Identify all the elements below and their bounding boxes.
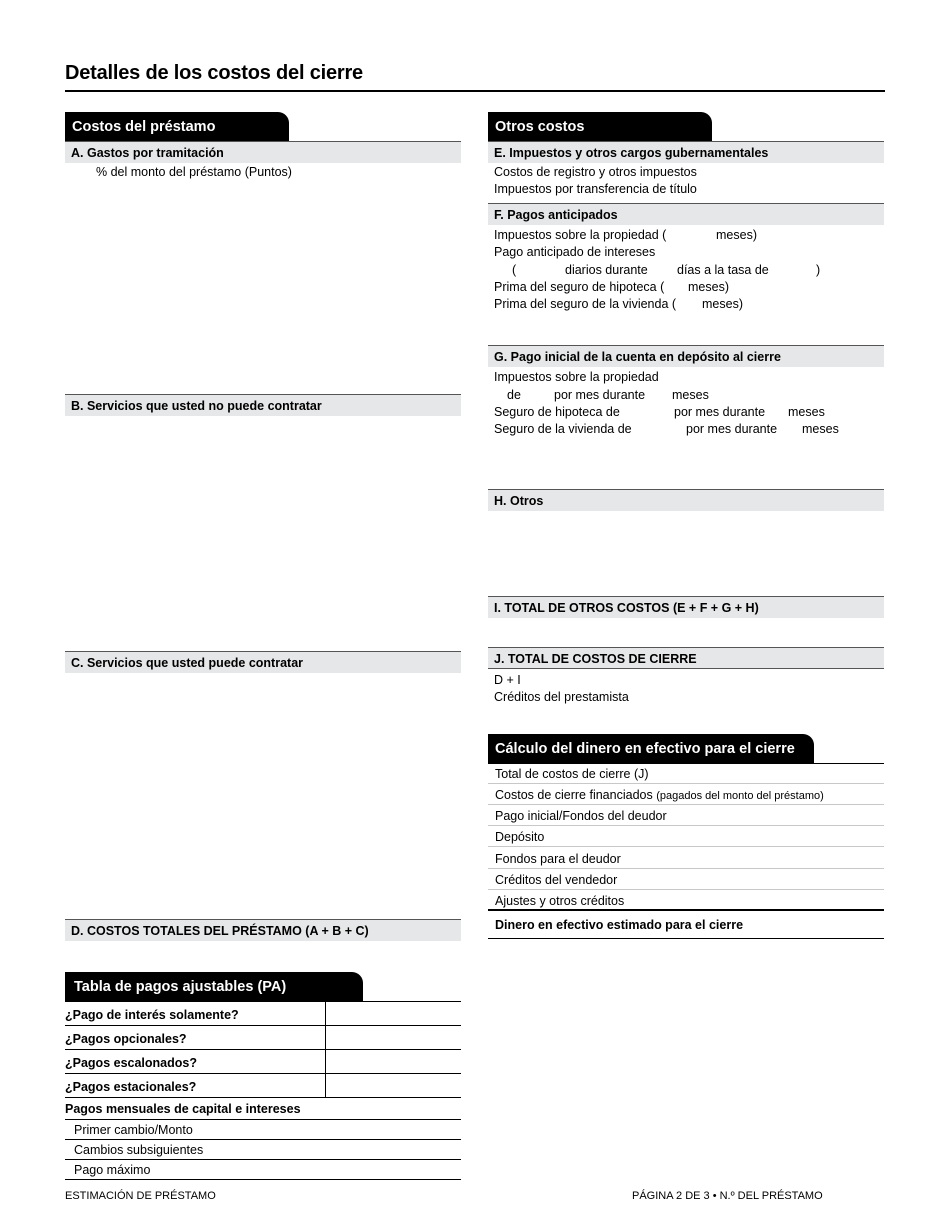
section-a-header: A. Gastos por tramitación bbox=[65, 141, 461, 163]
ap-divider bbox=[325, 1074, 326, 1097]
ap-divider bbox=[325, 1026, 326, 1049]
ap-monthly-header: Pagos mensuales de capital e intereses bbox=[65, 1098, 461, 1120]
g-home-per-month: por mes durante bbox=[686, 422, 778, 436]
section-a-points: % del monto del préstamo (Puntos) bbox=[96, 165, 292, 179]
ap-table-header: Tabla de pagos ajustables (PA) bbox=[65, 972, 363, 1001]
g-pt-months: meses bbox=[672, 388, 709, 402]
ap-row-step-payments bbox=[65, 1050, 461, 1074]
f-interest-daily: diarios durante bbox=[565, 263, 648, 277]
cash-row-down-payment: Pago inicial/Fondos del deudor bbox=[488, 805, 884, 826]
section-e-recording: Costos de registro y otros impuestos bbox=[494, 165, 697, 179]
section-f-header: F. Pagos anticipados bbox=[488, 203, 884, 225]
financed-costs-label: Costos de cierre financiados bbox=[495, 788, 653, 802]
loan-costs-header-bar bbox=[65, 112, 461, 142]
cash-row-estimated-cash: Dinero en efectivo estimado para el cierre bbox=[488, 913, 884, 939]
f-mortgage-premium-months: meses) bbox=[688, 280, 729, 294]
section-f-prepaid-interest: Pago anticipado de intereses bbox=[494, 245, 656, 259]
f-property-tax-months: meses) bbox=[716, 228, 757, 242]
ap-divider bbox=[325, 1002, 326, 1025]
f-interest-days: días a la tasa de bbox=[677, 263, 769, 277]
g-home-months: meses bbox=[802, 422, 839, 436]
f-interest-paren-close: ) bbox=[816, 263, 821, 277]
cash-row-funds-for-borrower: Fondos para el deudor bbox=[488, 848, 884, 869]
financed-costs-note: (pagados del monto del préstamo) bbox=[656, 790, 824, 802]
footer-left: ESTIMACIÓN DE PRÉSTAMO bbox=[65, 1190, 216, 1202]
cash-row-total-closing-costs: Total de costos de cierre (J) bbox=[488, 763, 884, 784]
ap-seasonal-payments-label: ¿Pagos estacionales? bbox=[65, 1080, 197, 1094]
section-e-transfer: Impuestos por transferencia de título bbox=[494, 182, 697, 196]
cash-row-adjustments: Ajustes y otros créditos bbox=[488, 890, 884, 911]
footer-right: PÁGINA 2 DE 3 • N.º DEL PRÉSTAMO bbox=[632, 1190, 823, 1202]
g-mortgage-months: meses bbox=[788, 405, 825, 419]
section-b-header: B. Servicios que usted no puede contratar bbox=[65, 394, 461, 416]
title-divider bbox=[65, 90, 885, 92]
other-costs-header-bar bbox=[488, 112, 884, 142]
g-mortgage-label: Seguro de hipoteca de bbox=[494, 405, 620, 419]
cash-row-financed-costs bbox=[488, 784, 884, 805]
f-home-premium-months: meses) bbox=[702, 297, 743, 311]
section-c-header: C. Servicios que usted puede contratar bbox=[65, 651, 461, 673]
section-f-mortgage-premium bbox=[494, 279, 874, 296]
section-j-d-plus-i: D + I bbox=[494, 673, 521, 687]
ap-first-change: Primer cambio/Monto bbox=[65, 1120, 461, 1140]
ap-optional-payments-label: ¿Pagos opcionales? bbox=[65, 1032, 187, 1046]
section-j-header: J. TOTAL DE COSTOS DE CIERRE bbox=[488, 647, 884, 669]
section-e-header: E. Impuestos y otros cargos gubernamentales bbox=[488, 141, 884, 163]
f-property-tax-label: Impuestos sobre la propiedad ( bbox=[494, 228, 667, 242]
section-g-home bbox=[494, 421, 874, 438]
g-mortgage-per-month: por mes durante bbox=[674, 405, 766, 419]
section-f-property-tax bbox=[494, 227, 874, 244]
page-title: Detalles de los costos del cierre bbox=[65, 62, 363, 84]
ap-row-optional-payments bbox=[65, 1026, 461, 1050]
section-f-interest-detail bbox=[494, 262, 874, 279]
f-mortgage-premium-label: Prima del seguro de hipoteca ( bbox=[494, 280, 665, 294]
section-f-home-premium bbox=[494, 296, 874, 313]
f-interest-paren-open: ( bbox=[512, 263, 517, 277]
g-pt-de: de bbox=[507, 388, 521, 402]
section-g-property-tax: Impuestos sobre la propiedad bbox=[494, 370, 659, 384]
f-home-premium-label: Prima del seguro de la vivienda ( bbox=[494, 297, 677, 311]
ap-subsequent-changes: Cambios subsiguientes bbox=[65, 1140, 461, 1160]
ap-row-interest-only bbox=[65, 1002, 461, 1026]
ap-maximum-payment: Pago máximo bbox=[65, 1160, 461, 1180]
ap-row-seasonal-payments bbox=[65, 1074, 461, 1098]
cash-to-close-header: Cálculo del dinero en efectivo para el cierre bbox=[488, 734, 814, 763]
cash-row-deposit: Depósito bbox=[488, 826, 884, 847]
section-g-mortgage bbox=[494, 404, 874, 421]
section-h-header: H. Otros bbox=[488, 489, 884, 511]
section-d-header: D. COSTOS TOTALES DEL PRÉSTAMO (A + B + C) bbox=[65, 919, 461, 941]
ap-divider bbox=[325, 1050, 326, 1073]
g-home-label: Seguro de la vivienda de bbox=[494, 422, 632, 436]
other-costs-header: Otros costos bbox=[488, 112, 712, 141]
g-pt-per-month: por mes durante bbox=[554, 388, 646, 402]
ap-interest-only-label: ¿Pago de interés solamente? bbox=[65, 1008, 239, 1022]
cash-row-seller-credits: Créditos del vendedor bbox=[488, 869, 884, 890]
ap-step-payments-label: ¿Pagos escalonados? bbox=[65, 1056, 197, 1070]
section-g-property-tax-detail bbox=[494, 387, 874, 404]
section-i-header: I. TOTAL DE OTROS COSTOS (E + F + G + H) bbox=[488, 596, 884, 618]
section-g-header: G. Pago inicial de la cuenta en depósito al cierre bbox=[488, 345, 884, 367]
ap-table-header-bar bbox=[65, 972, 461, 1002]
loan-costs-header: Costos del préstamo bbox=[65, 112, 289, 141]
cash-to-close-header-bar bbox=[488, 734, 884, 764]
section-j-lender-credits: Créditos del prestamista bbox=[494, 690, 629, 704]
